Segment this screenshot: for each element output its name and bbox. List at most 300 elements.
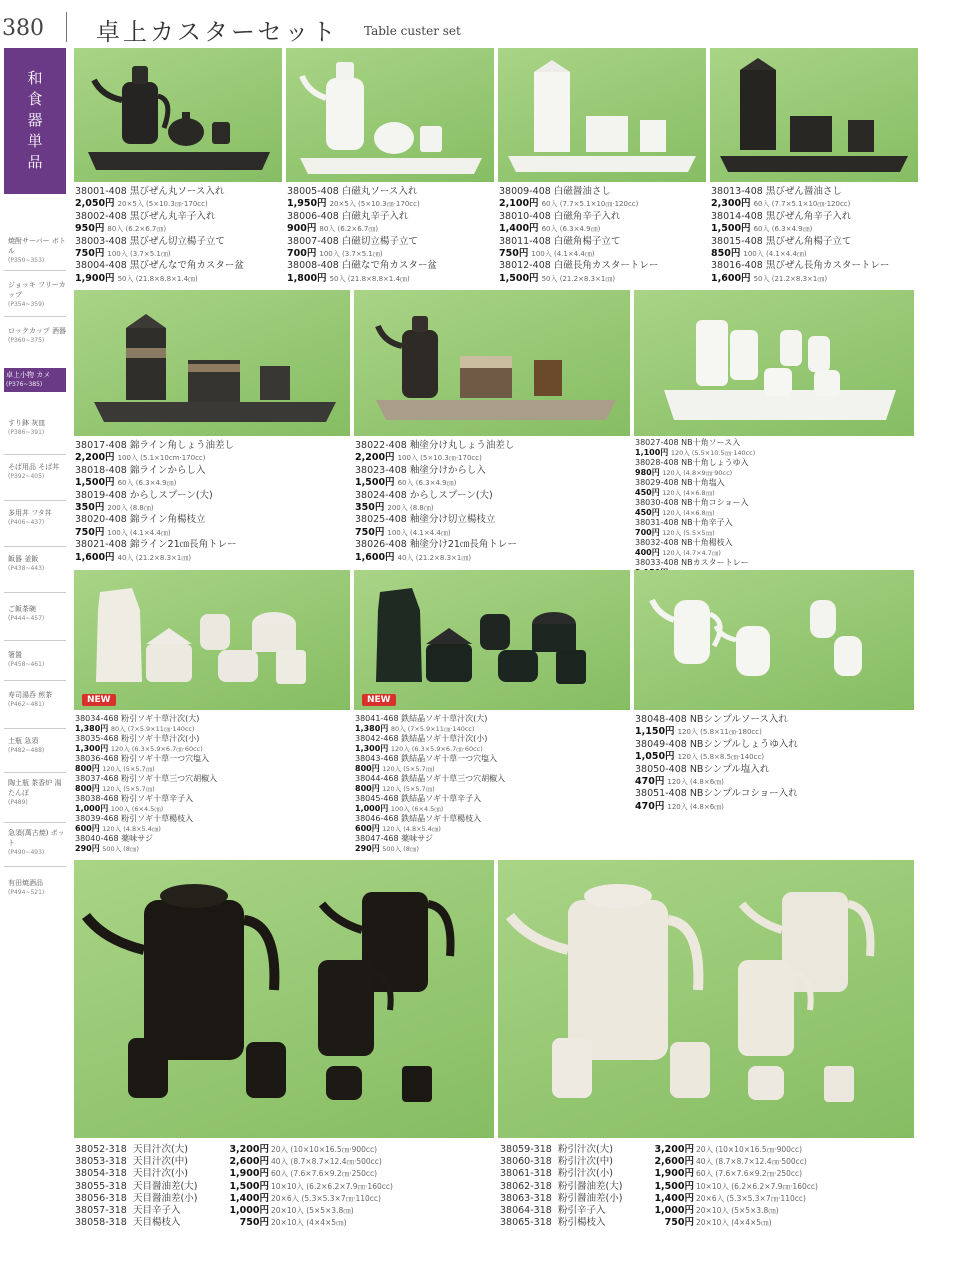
product-price: 1,100円 — [635, 447, 669, 457]
product-entry — [287, 260, 437, 272]
product-entry — [75, 834, 217, 844]
page-title: 卓上カスターセット — [96, 18, 339, 46]
product-price: 850円 — [711, 248, 741, 260]
product-price: 290円 — [355, 843, 380, 853]
product-entry — [355, 754, 505, 764]
product-entry — [499, 186, 658, 198]
product-detail: 60入 (6.3×4.9㎝) — [541, 225, 601, 234]
product-table-kohiki — [500, 1144, 914, 1229]
product-detail: 200入 (8.8㎝) — [387, 504, 434, 513]
product-code: 38053-318 — [75, 1156, 127, 1168]
product-entry — [635, 518, 755, 528]
product-entry — [355, 714, 505, 724]
product-detail: 100入 (4.1×4.4㎝) — [387, 528, 451, 537]
product-name: 粉引楊枝入 — [558, 1217, 606, 1229]
product-code: 38040-468 — [75, 834, 119, 843]
product-name: 白磁なで角カスター盆 — [341, 260, 437, 272]
sidebar-item-label: 箸置 — [8, 651, 22, 659]
product-price: 750円 — [499, 248, 529, 260]
product-code: 38063-318 — [500, 1192, 552, 1204]
product-detail: 120入 (5.8×8.5㎝·140cc) — [677, 753, 765, 762]
sidebar-item[interactable] — [8, 828, 66, 858]
product-price: 750円 — [239, 1217, 269, 1229]
product-code: 38049-408 — [635, 738, 687, 750]
product-price: 1,500円 — [355, 477, 395, 489]
product-entry — [75, 794, 217, 804]
product-detail: 120入 (5×5.7㎝) — [382, 764, 435, 773]
sidebar-item-label: 有田焼酒品 — [8, 879, 43, 887]
product-name: 釉塗分け21㎝長角トレー — [409, 539, 517, 551]
product-entry — [635, 478, 755, 488]
product-entry — [711, 211, 889, 223]
product-detail: 10×10入 (6.2×6.2×7.9㎝·160cc) — [696, 1181, 818, 1191]
product-price-row — [499, 273, 658, 285]
product-detail: 20×5入 (5×10.3㎝·170cc) — [329, 200, 420, 209]
sidebar-item-pages: (P386~391) — [8, 429, 45, 436]
product-photo-black-bizen-round-set — [74, 48, 282, 182]
sidebar-item-label: 焼酎サーバー ボトル — [8, 237, 66, 255]
sidebar-item-label: 飯器 釜飯 — [8, 555, 39, 563]
product-detail: 20×10入 (5×5×3.8㎝) — [696, 1205, 779, 1215]
product-price: 1,500円 — [229, 1180, 269, 1192]
product-price-row — [635, 508, 755, 519]
product-list — [499, 186, 658, 285]
product-detail: 40入 (8.7×8.7×12.4㎝·500cc) — [696, 1157, 807, 1167]
product-name: NBシンプルソース入れ — [689, 714, 788, 725]
product-entry — [499, 260, 658, 272]
product-entry — [635, 788, 798, 800]
product-entry — [75, 186, 244, 198]
product-entry — [355, 514, 517, 526]
product-code: 38027-408 — [635, 438, 679, 447]
product-entry — [355, 834, 505, 844]
product-name: 白磁丸ソース入れ — [341, 186, 418, 197]
product-detail: 20×10入 (4×4×5㎝) — [271, 1218, 347, 1228]
product-name: 錦ライン角しょう油差し — [129, 440, 235, 451]
product-price-row — [75, 784, 217, 795]
product-code: 38059-318 — [500, 1144, 552, 1155]
sidebar-item-pages: (P392~405) — [8, 473, 45, 480]
product-name: NBシンプルしょうゆ入れ — [689, 738, 798, 750]
product-entry — [499, 211, 658, 223]
product-detail: 20×5入 (5×10.3㎝·170cc) — [117, 200, 208, 209]
product-name: 黒びぜん切立楊子立て — [129, 235, 225, 247]
table-row — [500, 1217, 914, 1229]
product-price: 1,380円 — [75, 723, 109, 733]
product-entry — [75, 514, 237, 526]
product-price-row — [635, 448, 755, 459]
product-code: 38005-408 — [287, 186, 339, 197]
product-price: 2,300円 — [711, 198, 751, 210]
product-name: NB十角コショー入 — [681, 498, 749, 507]
product-price: 1,900円 — [229, 1168, 269, 1180]
product-list — [287, 186, 437, 285]
product-price-row — [635, 548, 755, 559]
product-code: 38060-318 — [500, 1156, 552, 1168]
product-price: 1,500円 — [654, 1180, 694, 1192]
product-detail: 120入 (4.8×6㎝) — [667, 778, 724, 787]
product-detail: 20×10入 (5×5×3.8㎝) — [271, 1205, 354, 1215]
product-name: からしスプーン(大) — [409, 489, 493, 501]
product-price-row — [635, 468, 755, 479]
product-detail: 80入 (7×5.9×11㎝·140cc) — [390, 724, 475, 733]
product-table-tenmoku — [75, 1144, 493, 1229]
product-price-row — [355, 744, 505, 755]
sidebar-item[interactable] — [8, 650, 66, 670]
product-price: 1,380円 — [355, 723, 389, 733]
table-row — [500, 1156, 914, 1168]
product-code: 38043-468 — [355, 754, 399, 763]
product-name: 粉引辛子入 — [558, 1204, 606, 1216]
product-price: 1,000円 — [75, 803, 109, 813]
product-name: 白磁角楊子立て — [553, 235, 621, 247]
product-name: 天目汁次(小) — [133, 1168, 188, 1180]
product-name: 粉引醤油差(大) — [558, 1180, 623, 1192]
product-price: 450円 — [635, 487, 660, 497]
product-name: NB十角塩入 — [681, 478, 725, 487]
product-code: 38055-318 — [75, 1180, 127, 1192]
product-price-row — [75, 744, 217, 755]
product-detail: 120入 (5.5×10.5㎝·140cc) — [670, 448, 756, 457]
product-name: 白磁角辛子入れ — [553, 210, 621, 222]
product-price: 800円 — [355, 783, 380, 793]
sidebar-item[interactable] — [8, 326, 66, 346]
product-name: 粉引汁次(大) — [558, 1144, 613, 1155]
product-detail: 120入 (5.5×5㎝) — [662, 528, 715, 537]
product-price: 1,400円 — [654, 1192, 694, 1204]
table-row — [75, 1205, 493, 1217]
product-code: 38019-408 — [75, 489, 127, 501]
product-price: 1,900円 — [75, 272, 115, 284]
product-detail: 100入 (4.1×4.4㎝) — [107, 528, 171, 537]
product-price: 700円 — [287, 248, 317, 260]
product-name: 黒びぜん醤油さし — [765, 186, 842, 197]
sidebar-divider — [4, 822, 66, 823]
product-price: 750円 — [75, 526, 105, 538]
sidebar-item[interactable] — [8, 778, 66, 808]
sidebar-item-pages: (P376~385) — [6, 381, 43, 388]
product-detail: 120入 (5×5.7㎝) — [102, 784, 155, 793]
product-detail: 120入 (6.3×5.9×6.7㎝·60cc) — [110, 744, 203, 753]
product-photo-glaze-split-set — [354, 290, 630, 436]
product-detail: 20入 (10×10×16.5㎝·900cc) — [271, 1145, 378, 1154]
product-detail: 50入 (21.8×8.8×1.4㎝) — [329, 274, 410, 283]
product-name: 鉄結晶ソギ十草一つ穴塩入 — [401, 754, 498, 763]
product-code: 38021-408 — [75, 539, 127, 551]
sidebar-item-current[interactable] — [4, 368, 66, 392]
product-entry — [635, 438, 755, 448]
product-name: 粉引ソギ十草汁次(小) — [121, 734, 200, 743]
product-detail: 120入 (4.8×9㎝·90cc) — [662, 468, 733, 477]
product-entry — [75, 211, 244, 223]
product-name: 鉄結晶ソギ十草三つ穴胡椒入 — [401, 774, 506, 783]
product-price: 1,400円 — [499, 223, 539, 235]
product-entry — [75, 260, 244, 272]
product-price: 1,050円 — [635, 751, 675, 763]
product-price: 750円 — [75, 248, 105, 260]
page-number: 380 — [2, 16, 44, 41]
product-price-row — [287, 223, 437, 235]
product-detail: 100入 (3.7×5.1㎝) — [107, 250, 171, 259]
product-list — [355, 440, 517, 564]
product-price-row — [355, 724, 505, 735]
product-code: 38029-408 — [635, 478, 679, 487]
product-entry — [355, 490, 517, 502]
product-code: 38058-318 — [75, 1217, 127, 1229]
product-photo-nishiki-line-set — [74, 290, 350, 436]
product-code: 38045-468 — [355, 794, 399, 803]
product-entry — [287, 211, 437, 223]
product-name: NBシンプルコショー入れ — [689, 788, 798, 800]
product-price-row — [355, 784, 505, 795]
table-row — [500, 1181, 914, 1193]
product-code: 38065-318 — [500, 1217, 552, 1229]
sidebar-item-label: 土瓶 急須 — [8, 737, 39, 745]
sidebar-item[interactable] — [8, 604, 66, 624]
product-price-row — [75, 824, 217, 835]
product-photo-tenmoku-pot-set — [74, 860, 494, 1138]
sidebar-divider — [4, 772, 66, 773]
product-code: 38018-408 — [75, 464, 127, 476]
product-price: 1,500円 — [711, 223, 751, 235]
product-name: 釉塗分け丸しょう油差し — [409, 440, 515, 451]
product-name: NB十角楊枝入 — [681, 538, 733, 547]
product-price-row — [499, 198, 658, 210]
product-detail: 120入 (5×5.7㎝) — [102, 764, 155, 773]
sidebar-item[interactable] — [8, 508, 66, 528]
product-detail: 80入 (7×5.9×11㎝·140cc) — [110, 724, 195, 733]
sidebar-item-label: 寿司湯呑 煎茶 — [8, 691, 53, 699]
product-entry — [635, 764, 798, 776]
product-detail: 20入 (10×10×16.5㎝·900cc) — [696, 1145, 803, 1154]
product-price-row — [75, 477, 237, 489]
product-detail: 60入 (6.3×4.9㎝) — [753, 225, 813, 234]
product-price: 2,200円 — [355, 452, 395, 464]
product-entry — [635, 498, 755, 508]
product-price-row — [499, 223, 658, 235]
product-price: 800円 — [355, 763, 380, 773]
product-entry — [75, 440, 237, 452]
table-row — [500, 1168, 914, 1180]
product-price: 290円 — [75, 843, 100, 853]
product-price: 350円 — [75, 502, 105, 514]
product-price-row — [287, 248, 437, 260]
product-code: 38048-408 — [635, 714, 687, 725]
product-detail: 100入 (3.7×5.1㎝) — [319, 250, 383, 259]
product-code: 38052-318 — [75, 1144, 127, 1155]
product-price-row — [75, 273, 244, 285]
sidebar-item-label: ロックカップ 酒器 — [8, 327, 67, 335]
product-code: 38026-408 — [355, 539, 407, 551]
product-entry — [287, 186, 437, 198]
product-code: 38057-318 — [75, 1204, 127, 1216]
product-price: 350円 — [355, 502, 385, 514]
product-name: 粉引汁次(小) — [558, 1168, 613, 1180]
product-detail: 20×6入 (5.3×5.3×7㎝·110cc) — [271, 1193, 381, 1203]
product-entry — [287, 236, 437, 248]
product-name: 粉引ソギ十草楊枝入 — [121, 814, 194, 823]
product-code: 38014-408 — [711, 210, 763, 222]
product-entry — [355, 539, 517, 551]
table-row — [500, 1193, 914, 1205]
sidebar-item[interactable] — [8, 736, 66, 756]
sidebar-item-pages: (P406~437) — [8, 519, 45, 526]
sidebar-item[interactable] — [8, 462, 66, 482]
product-entry — [75, 490, 237, 502]
product-code: 38025-408 — [355, 514, 407, 526]
product-code: 38020-408 — [75, 514, 127, 526]
product-price: 800円 — [75, 783, 100, 793]
product-code: 38039-468 — [75, 814, 119, 823]
header-divider — [66, 12, 67, 42]
sidebar-item-label: 卓上小物 カメ — [6, 371, 51, 379]
product-price-row — [711, 248, 889, 260]
product-entry — [75, 236, 244, 248]
product-price: 1,150円 — [635, 726, 675, 738]
product-name: 錦ライン角楊枝立 — [129, 514, 206, 526]
sidebar-item[interactable] — [8, 554, 66, 574]
product-name: 白磁丸辛子入れ — [341, 210, 409, 222]
product-code: 38042-468 — [355, 734, 399, 743]
product-detail: 100入 (6×4.5㎝) — [390, 804, 444, 813]
product-price-row — [355, 764, 505, 775]
sidebar-divider — [4, 500, 66, 501]
product-detail: 50入 (21.8×8.8×1.4㎝) — [117, 274, 198, 283]
sidebar-active-label: 和食器単品 — [27, 69, 43, 171]
sidebar-divider — [4, 592, 66, 593]
product-entry — [635, 739, 798, 751]
sidebar-active-category[interactable] — [4, 48, 66, 194]
product-code: 38047-468 — [355, 834, 399, 843]
product-code: 38001-408 — [75, 186, 127, 197]
product-photo-black-bizen-square-set — [710, 48, 918, 182]
product-code: 38033-408 — [635, 558, 679, 567]
product-name: 粉引ソギ十草一つ穴塩入 — [121, 754, 210, 763]
sidebar-item-pages: (P490~493) — [8, 849, 45, 856]
product-price-row — [75, 248, 244, 260]
product-price: 1,400円 — [229, 1192, 269, 1204]
product-detail: 120入 (5×5.7㎝) — [382, 784, 435, 793]
sidebar-divider — [4, 316, 66, 317]
product-name: NB十角辛子入 — [681, 518, 733, 527]
table-row — [500, 1144, 914, 1156]
new-badge: NEW — [362, 694, 396, 706]
product-price: 700円 — [635, 527, 660, 537]
new-badge: NEW — [82, 694, 116, 706]
product-price: 1,500円 — [499, 272, 539, 284]
product-entry — [75, 465, 237, 477]
product-name: 錦ライン21㎝長角トレー — [129, 539, 237, 551]
product-code: 38036-468 — [75, 754, 119, 763]
product-photo-kohiki-pot-set — [498, 860, 914, 1138]
product-price: 600円 — [75, 823, 100, 833]
product-detail: 200入 (8.8㎝) — [107, 504, 154, 513]
product-code: 38034-468 — [75, 714, 119, 723]
product-name: NBカスタートレー — [681, 558, 749, 567]
sidebar-item-pages: (P438~443) — [8, 565, 45, 572]
product-name: 天目醤油差(大) — [133, 1180, 198, 1192]
product-detail: 120入 (5.8×11㎝·180cc) — [677, 728, 762, 737]
product-price-row — [635, 488, 755, 499]
product-price-row — [355, 477, 517, 489]
product-code: 38035-468 — [75, 734, 119, 743]
product-detail: 100入 (4.1×4.4㎝) — [743, 250, 807, 259]
sidebar-item-pages: (P354~359) — [8, 301, 45, 308]
product-list — [75, 714, 217, 854]
product-code: 38023-408 — [355, 464, 407, 476]
product-code: 38013-408 — [711, 186, 763, 197]
product-code: 38031-408 — [635, 518, 679, 527]
table-row — [75, 1193, 493, 1205]
product-detail: 120入 (4×6.8㎝) — [662, 508, 715, 517]
table-row — [75, 1168, 493, 1180]
product-price: 1,950円 — [287, 198, 327, 210]
product-code: 38044-468 — [355, 774, 399, 783]
product-name: 天目汁次(中) — [133, 1156, 188, 1168]
product-name: NBシンプル塩入れ — [689, 763, 770, 775]
product-price-row — [75, 198, 244, 210]
sidebar-item[interactable] — [8, 236, 66, 266]
product-list — [635, 714, 798, 813]
product-detail: 60入 (6.3×4.9㎝) — [117, 479, 177, 488]
sidebar-item[interactable] — [8, 878, 66, 898]
product-name: NB十角しょうゆ入 — [681, 458, 749, 467]
product-name: 黒びぜんなで角カスター盆 — [129, 260, 244, 272]
product-detail: 40入 (21.2×8.3×1㎝) — [397, 553, 472, 562]
product-name: 黒びぜん丸辛子入れ — [129, 210, 216, 222]
sidebar-divider — [4, 640, 66, 641]
product-price: 1,300円 — [75, 743, 109, 753]
product-photo-nb-simple-set — [634, 570, 914, 710]
product-entry — [75, 774, 217, 784]
product-price: 1,600円 — [355, 551, 395, 563]
sidebar-item-pages: (P482~488) — [8, 747, 45, 754]
product-price-row — [75, 552, 237, 564]
sidebar-item-label: 陶土瓶 茶香炉 湯たんぽ — [8, 779, 62, 797]
product-price-row — [75, 452, 237, 464]
product-list — [75, 440, 237, 564]
sidebar-item[interactable] — [8, 418, 66, 438]
product-detail: 60入 (7.6×7.6×9.2㎝·250cc) — [271, 1169, 378, 1179]
product-price-row — [355, 804, 505, 815]
product-price: 1,600円 — [711, 272, 751, 284]
product-photo-nb-decagon-set — [634, 290, 914, 436]
product-detail: 60入 (6.3×4.9㎝) — [397, 479, 457, 488]
product-detail: 100入 (5.1×10cm·170cc) — [117, 454, 206, 463]
product-entry — [635, 538, 755, 548]
product-name: 白磁醤油さし — [553, 186, 611, 197]
product-name: 黒びぜん丸ソース入れ — [129, 186, 225, 197]
product-price-row — [635, 801, 798, 813]
product-photo-white-porcelain-round-set — [286, 48, 494, 182]
product-photo-white-porcelain-square-set — [498, 48, 706, 182]
sidebar-item[interactable] — [8, 280, 66, 310]
product-entry — [75, 714, 217, 724]
product-detail: 60入 (7.6×7.6×9.2㎝·250cc) — [696, 1169, 803, 1179]
product-code: 38037-468 — [75, 774, 119, 783]
page-subtitle: Table custer set — [364, 24, 461, 38]
product-price: 900円 — [287, 223, 317, 235]
sidebar-item-pages: (P360~375) — [8, 337, 45, 344]
product-detail: 120入 (6.3×5.9×6.7㎝·60cc) — [390, 744, 483, 753]
sidebar-item[interactable] — [8, 690, 66, 710]
sidebar-divider — [4, 728, 66, 729]
product-detail: 80入 (6.2×6.7㎝) — [319, 225, 379, 234]
product-name: 天目辛子入 — [133, 1204, 181, 1216]
sidebar-item-pages: (P489) — [8, 799, 28, 806]
product-price: 3,200円 — [654, 1144, 694, 1155]
sidebar-item-label: 多用丼 フタ丼 — [8, 509, 52, 517]
